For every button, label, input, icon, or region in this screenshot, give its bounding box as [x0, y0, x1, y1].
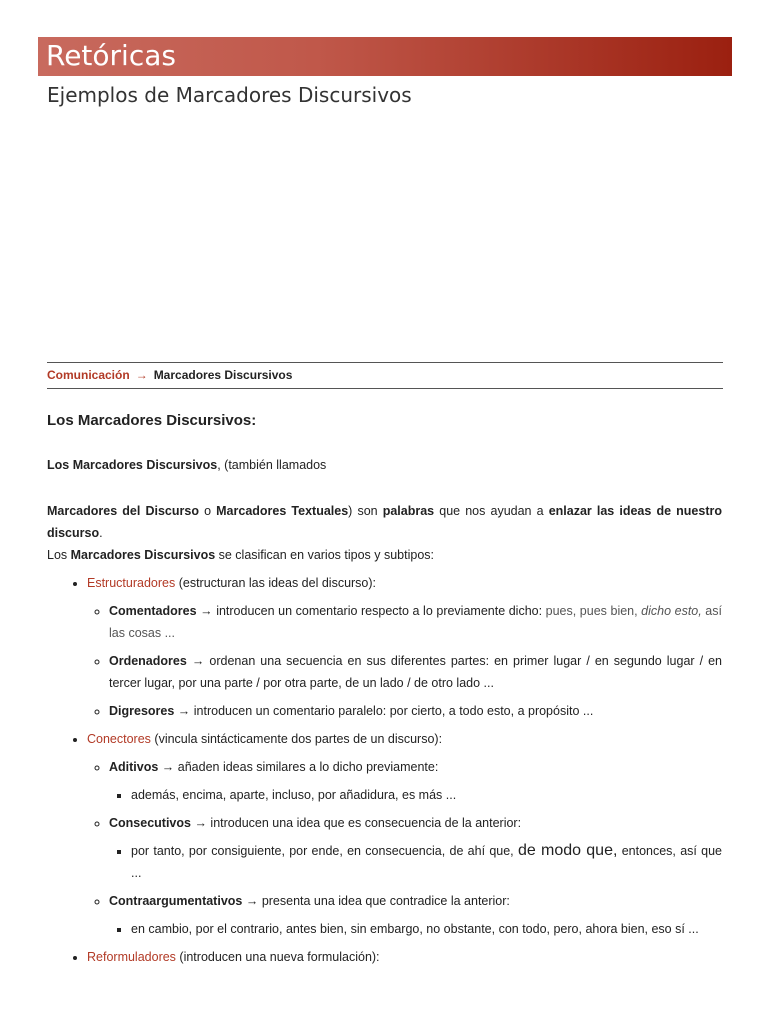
subtype-examples: así las cosas ... — [109, 604, 722, 640]
example-item: ▪ en cambio, por el contrario, antes bien, sin embargo, no obstante, con todo, pero, ahora bien, eso sí ... — [131, 918, 722, 940]
arrow-icon: → — [242, 894, 262, 908]
site-title[interactable]: Retóricas — [46, 39, 176, 72]
example-text: entonces, así que ... — [131, 844, 723, 880]
breadcrumb-arrow-icon: → — [135, 368, 148, 382]
subtype-name: Aditivos — [109, 760, 159, 774]
subtype-text: ordenan una secuencia en sus diferentes partes: en primer lugar / en segundo lugar / en tercer lugar, por una parte / por otra parte, de un lado / de otro lado ... — [109, 654, 723, 690]
example-text-large: de modo que, — [517, 842, 618, 859]
subtype-examples-italic: dicho esto, — [641, 604, 702, 618]
subtype-name: Contraargumentativos — [109, 894, 243, 908]
subtype-name: Digresores — [109, 704, 175, 718]
example-list — [109, 784, 722, 806]
subtype-text: introducen una idea que es consecuencia de la anterior: — [210, 816, 522, 830]
breadcrumb-current: Marcadores Discursivos — [153, 368, 293, 382]
intro-text: Los — [47, 548, 71, 562]
subtype-text: introducen un comentario respecto a lo previamente dicho: — [216, 604, 546, 618]
term-bold: enlazar las ideas de nuestro discurso — [47, 504, 722, 540]
intro-text: , (también llamados — [217, 458, 327, 472]
list-item-digresores — [109, 700, 722, 722]
term-bold: Los Marcadores Discursivos — [47, 458, 218, 472]
subtype-examples: pues, pues bien, — [545, 604, 642, 618]
link-reformuladores[interactable]: Reformuladores — [87, 950, 176, 964]
list-item-text: (introducen una nueva formulación): — [175, 950, 380, 964]
intro-paragraph-2 — [47, 500, 722, 544]
site-banner — [38, 37, 732, 76]
link-estructuradores[interactable]: Estructuradores — [87, 576, 176, 590]
term-bold: Marcadores Textuales — [216, 504, 349, 518]
page-title: Ejemplos de Marcadores Discursivos — [47, 83, 412, 107]
intro-text: que nos ayudan a — [434, 504, 549, 518]
intro-text: ) son — [348, 504, 383, 518]
intro-text: o — [198, 504, 217, 518]
link-conectores[interactable]: Conectores — [87, 732, 151, 746]
subtype-text: introducen un comentario paralelo: por cierto, a todo esto, a propósito ... — [193, 704, 594, 718]
example-text: por tanto, por consiguiente, por ende, en consecuencia, de ahí que, — [131, 844, 518, 858]
list-item-consecutivos — [109, 812, 722, 884]
intro-text: se clasifican en varios tipos y subtipos: — [215, 548, 435, 562]
list-item-text: (vincula sintácticamente dos partes de un discurso): — [150, 732, 443, 746]
list-item-contraargumentativos — [109, 890, 722, 940]
structurer-subtypes — [87, 600, 722, 722]
arrow-icon: → — [158, 760, 178, 774]
arrow-icon: → — [186, 654, 210, 668]
subtype-name: Comentadores — [109, 604, 197, 618]
example-list — [109, 840, 722, 884]
arrow-icon: → — [174, 704, 194, 718]
connector-subtypes — [87, 756, 722, 940]
list-item-estructuradores — [87, 572, 722, 722]
breadcrumb-link-comunicacion[interactable]: Comunicación — [47, 368, 130, 382]
arrow-icon: → — [196, 604, 217, 618]
term-bold: Marcadores Discursivos — [70, 548, 216, 562]
section-heading: Los Marcadores Discursivos: — [47, 412, 257, 429]
intro-text: . — [99, 526, 103, 540]
arrow-icon: → — [190, 816, 211, 830]
example-item — [131, 840, 722, 884]
subtype-name: Consecutivos — [109, 816, 191, 830]
term-bold: Marcadores del Discurso — [47, 504, 199, 518]
intro-paragraph-1 — [47, 454, 722, 476]
list-item-comentadores — [109, 600, 722, 644]
list-item-aditivos — [109, 756, 722, 806]
subtype-text: añaden ideas similares a lo dicho previamente: — [177, 760, 439, 774]
intro-paragraph-3 — [47, 544, 722, 566]
subtype-name: Ordenadores — [109, 654, 187, 668]
article-body — [47, 410, 722, 974]
list-item-conectores — [87, 728, 722, 940]
list-item-text: (estructuran las ideas del discurso): — [175, 576, 377, 590]
breadcrumb — [47, 362, 723, 389]
example-item: ▪ además, encima, aparte, incluso, por añadidura, es más ... — [131, 784, 722, 806]
list-item-reformuladores — [87, 946, 722, 968]
example-list — [109, 918, 722, 940]
term-bold: palabras — [382, 504, 435, 518]
marker-type-list — [47, 572, 722, 968]
list-item-ordenadores — [109, 650, 722, 694]
subtype-text: presenta una idea que contradice la anterior: — [261, 894, 510, 908]
